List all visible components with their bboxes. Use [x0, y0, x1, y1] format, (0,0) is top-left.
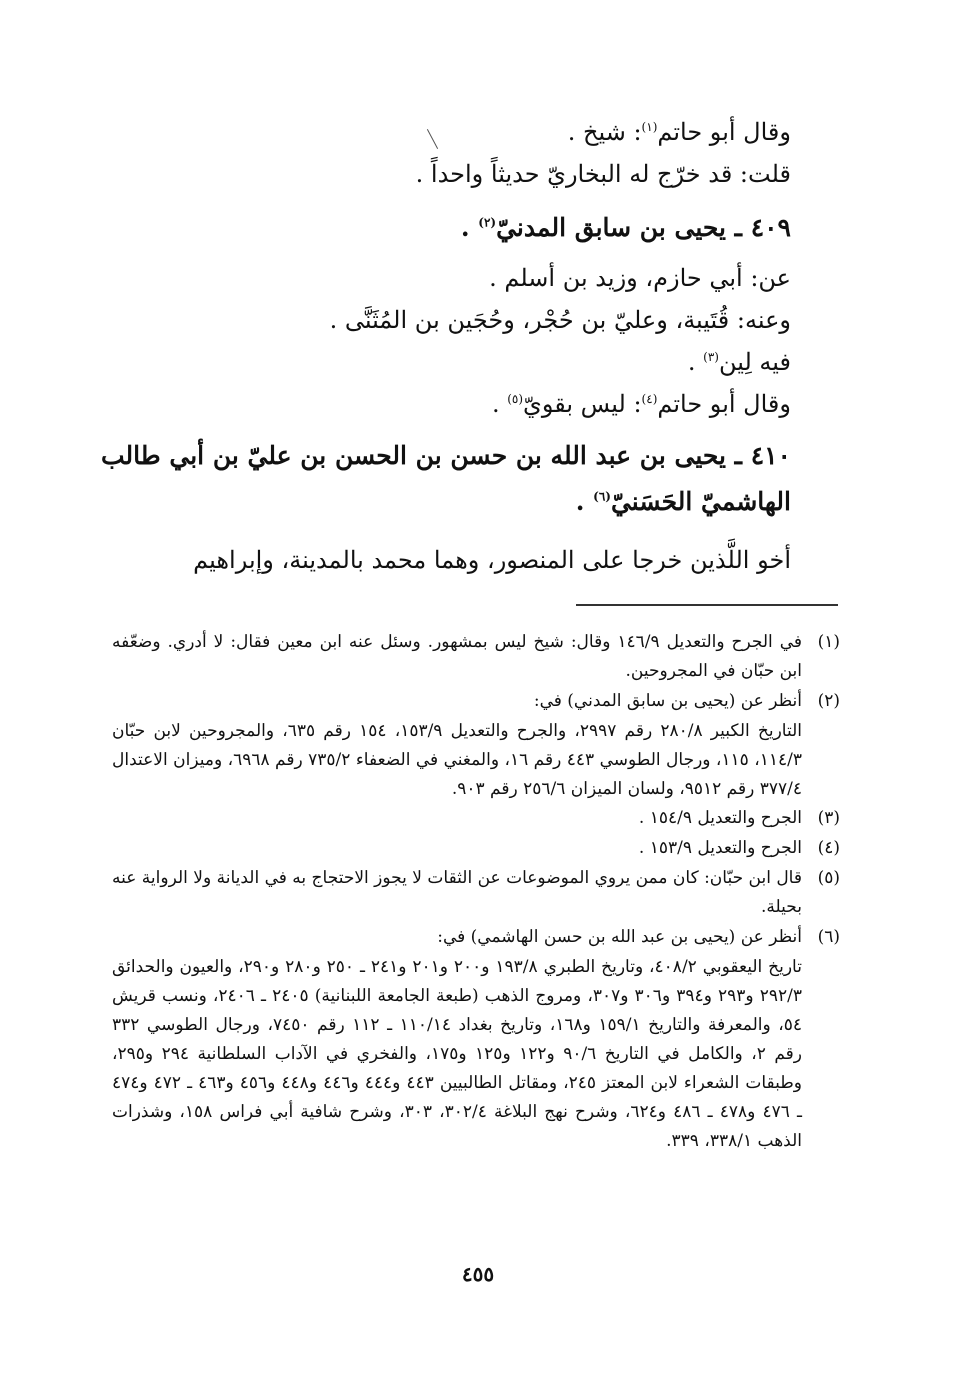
- footnote-item: [112, 804, 840, 833]
- text-line: [101, 115, 791, 149]
- footnote-number: (٢): [817, 691, 840, 711]
- text-line: [101, 387, 791, 421]
- text-line: وعنه: قُتَيبة، وعليّ بن حُجْر، وحُجَين بن المُثَنَّى .: [329, 306, 791, 334]
- footnote-ref[interactable]: (٦): [593, 489, 611, 504]
- text-span: : ليس بقويّ: [523, 390, 642, 418]
- footnotes: [112, 628, 840, 1156]
- footnote-item: [112, 628, 840, 686]
- footnote-ref[interactable]: (٢): [478, 215, 497, 230]
- footnote-item: [112, 687, 840, 716]
- entry-heading-409: [101, 209, 791, 247]
- footnote-number: (٦): [817, 927, 840, 947]
- text-span: .: [460, 213, 479, 242]
- page-number: ٤٥٥: [461, 1262, 495, 1286]
- footnote-text: أنظر عن (يحيى بن سابق المدني) في:: [533, 691, 802, 711]
- footnote-continuation: التاريخ الكبير ٢٨٠/٨ رقم ٢٩٩٧، والجرح والتعديل ١٥٣/٩، ١٥٤ رقم ٦٣٥، والمجروحين لابن حبّان ١١٤/٣، ١١٥، ورجال الطوسي ٤٤٣ رقم ١٦، والمغني في الضعفاء ٧٣٥/٢ رقم ٦٩٦٨، وميزان الاعتدال ٣٧٧/٤ رقم ٩٥١٢، ولسان الميزان ٢٥٦/٦ رقم ٩٠٣.: [112, 721, 803, 799]
- footnote-continuation: تاريخ اليعقوبي ٤٠٨/٢، وتاريخ الطبري ١٩٣/٨ و٢٠٠ و٢٠١ و٢٤١ ـ ٢٥٠ و٢٨٠ و٢٩٠، والعيون والحدائق ٢٩٢/٣ و٢٩٣ و٣٩٤ و٣٠٦ و٣٠٧، ومروج الذهب (طبعة الجامعة اللبنانية) ٢٤٠٥ ـ ٢٤٠٦، ونسب قريش ٥٤، والمعرفة والتاريخ ١٥٩/١ و١٦٨، وتاريخ بغداد ١١٠/١٤ ـ ١١٢ رقم ٧٤٥٠، ورجال الطوسي ٣٣٢ رقم ٢، والكامل في التاريخ ٩٠/٦ و١٢٢ و١٢٥ و١٧٥، والفخري في الآداب السلطانية ٢٩٤ و٢٩٥، وطبقات الشعراء لابن المعتز ٢٤٥، ومقاتل الطالبيين ٤٤٣ و٤٤٤ و٤٤٦ و٤٤٨ و٤٥٦ و٤٦٣ ـ ٤٧٢ و٤٧٤ ـ ٤٧٦ و٤٧٨ ـ ٤٨٦ و٦٢٤، وشرح نهج البلاغة ٣٠٢/٤، ٣٠٣، وشرح شافية أبي فراس ١٥٨، وشذرات الذهب ٣٣٨/١، ٣٣٩.: [112, 957, 803, 1151]
- text-span: وقال أبو حاتم: [657, 390, 791, 418]
- footnote-text: في الجرح والتعديل ١٤٦/٩ وقال: شيخ ليس بمشهور. وسئل عنه ابن معين فقال: لا أدري. وضعّفه ابن حبّان في المجروحين.: [112, 632, 802, 681]
- footnote-text: الجرح والتعديل ١٥٤/٩ .: [638, 808, 802, 828]
- text-span: .: [575, 487, 594, 516]
- text-line: عن: أبي حازم، وزيد بن أسلم .: [489, 264, 791, 292]
- footnote-text: قال ابن حبّان: كان ممن يروي الموضوعات عن الثقات لا يجوز الاحتجاج به في الديانة ولا الرواية عنه بحيلة.: [112, 868, 802, 917]
- footnote-text: الجرح والتعديل ١٥٣/٩ .: [638, 838, 802, 858]
- body-paragraph: أخو اللَّذين خرجا على المنصور، وهما محمد بالمدينة، وإبراهيم: [193, 546, 791, 574]
- text-span: : شيخ .: [567, 118, 642, 146]
- footnote-number: (١): [817, 632, 840, 652]
- text-span: .: [491, 390, 508, 418]
- text-line: [101, 345, 791, 379]
- footnote-ref[interactable]: (٤): [641, 392, 658, 406]
- main-text: [101, 115, 791, 577]
- footnote-number: (٥): [817, 868, 840, 888]
- footnote-item: [112, 923, 840, 952]
- footnote-ref[interactable]: (٣): [703, 350, 719, 364]
- footnote-text: أنظر عن (يحيى بن عبد الله بن حسن الهاشمي) في:: [437, 927, 802, 947]
- text-line: قلت: قد خرّج له البخاريّ حديثاً واحداً .: [415, 160, 791, 188]
- footnote-separator: [576, 604, 838, 606]
- text-span: فيه لِين: [718, 348, 791, 376]
- entry-title: ٤١٠ ـ يحيى بن عبد الله بن حسن بن الحسن بن عليّ بن أبي طالب الهاشميّ الحَسَنيّ: [101, 441, 791, 516]
- footnote-ref[interactable]: (٥): [507, 392, 524, 406]
- entry-title: ٤٠٩ ـ يحيى بن سابق المدنيّ: [496, 213, 791, 242]
- footnote-number: (٣): [817, 808, 840, 828]
- footnote-item: [112, 864, 840, 922]
- footnote-ref[interactable]: (١): [641, 120, 658, 134]
- text-span: .: [687, 348, 704, 376]
- text-span: وقال أبو حاتم: [657, 118, 791, 146]
- entry-heading-410: [101, 433, 791, 525]
- footnote-item: [112, 834, 840, 863]
- footnote-number: (٤): [817, 838, 840, 858]
